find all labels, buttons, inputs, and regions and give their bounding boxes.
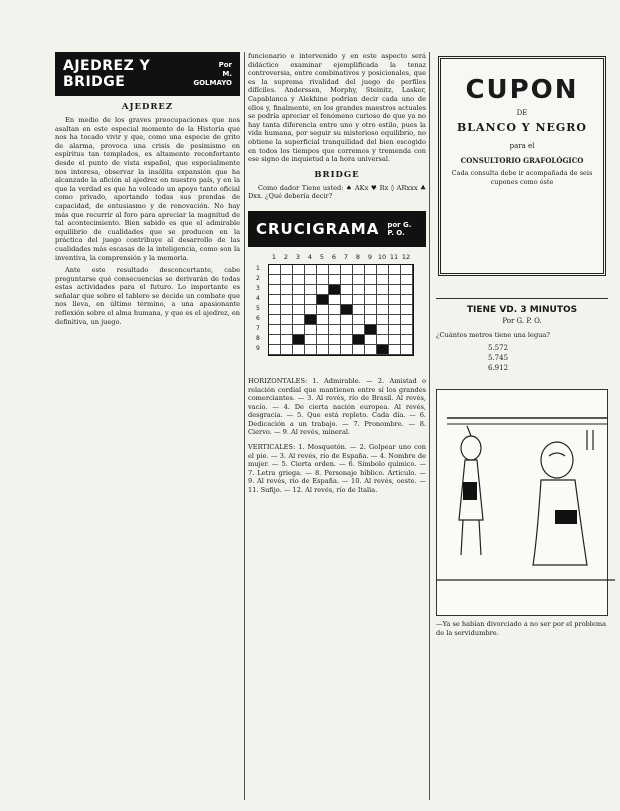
crossword-cell bbox=[281, 325, 293, 335]
crossword-banner bbox=[248, 211, 426, 247]
cartoon-caption: —Ya se habían divorciado a no ser por el problema de la servidumbre. bbox=[436, 620, 606, 637]
crossword-cell bbox=[281, 295, 293, 305]
crossword-puzzle bbox=[256, 253, 426, 373]
crossword-column-number: 4 bbox=[307, 252, 313, 261]
crossword-cell bbox=[401, 325, 413, 335]
crossword-cell bbox=[365, 295, 377, 305]
crossword-cell bbox=[293, 315, 305, 325]
crossword-cell bbox=[401, 335, 413, 345]
cartoon-illustration bbox=[436, 389, 608, 616]
chess-bridge-banner bbox=[55, 52, 240, 96]
crossword-cell bbox=[353, 315, 365, 325]
crossword-column-number: 8 bbox=[355, 252, 361, 261]
quiz-question: ¿Cuántos metros tiene una legua? bbox=[436, 331, 550, 339]
crossword-cell bbox=[293, 285, 305, 295]
chess-column bbox=[55, 52, 240, 326]
crossword-column-number: 9 bbox=[367, 252, 373, 261]
crossword-black-square bbox=[341, 305, 353, 315]
crossword-cell bbox=[401, 265, 413, 275]
quiz-option: 6.912 bbox=[488, 364, 509, 372]
crossword-cell bbox=[353, 345, 365, 355]
crossword-cell bbox=[389, 325, 401, 335]
crossword-cell bbox=[377, 285, 389, 295]
crossword-cell bbox=[269, 305, 281, 315]
coupon-note: Cada consulta debe ir acompañada de seis cupones como éste bbox=[451, 169, 593, 186]
crossword-cell bbox=[353, 305, 365, 315]
crossword-cell bbox=[329, 325, 341, 335]
crossword-cell bbox=[305, 335, 317, 345]
crossword-row-number: 6 bbox=[256, 314, 260, 322]
crossword-vertical-clues: VERTICALES: 1. Mosquetón. — 2. Golpear uno con el pie. — 3. Al revés, río de España. — 4. Nombre de mujer. — 5. Cierta orden. — 6. Símbolo químico. — 7. Letra griega. — 8. Personaje bíblico. Artículo. — 9. Al revés, río de España. — 10. Al revés, oeste. — 11. Sufijo. — 12. Al revés, río de Italia. bbox=[248, 443, 426, 495]
crossword-cell bbox=[305, 275, 317, 285]
crossword-column-number: 3 bbox=[295, 252, 301, 261]
crossword-cell bbox=[401, 315, 413, 325]
crossword-cell bbox=[293, 295, 305, 305]
chess-article-paragraph: Ante este resultado desconcertante, cabe preguntarse qué consecuencias se derivarán de todas estas actividades para el futuro. Lo importante es señalar que sobre el tablero se decide un combate que nos lleva, en último término, a una apasionante reflexión sobre el alma humana, y que es el ajedrez, en definitiva, un juego. bbox=[55, 266, 240, 326]
crossword-cell bbox=[365, 305, 377, 315]
crossword-cell bbox=[341, 275, 353, 285]
crossword-grid bbox=[268, 264, 414, 356]
crossword-cell bbox=[269, 345, 281, 355]
right-column bbox=[432, 52, 612, 637]
crossword-cell bbox=[377, 295, 389, 305]
crossword-cell bbox=[269, 325, 281, 335]
crossword-column-numbers bbox=[268, 253, 426, 261]
crossword-cell bbox=[341, 295, 353, 305]
crossword-cell bbox=[353, 295, 365, 305]
crossword-row-number: 7 bbox=[256, 324, 260, 332]
crossword-cell bbox=[389, 345, 401, 355]
crossword-horizontal-clues: HORIZONTALES: 1. Admirable. — 2. Amistad o relación cordial que mantienen entre sí los grandes comerciantes. — 3. Al revés, río de Brasil. Al revés, vacío. — 4. De cierta nación europea. Al revés, desgracia. — 5. Que está repleto. Cada día. — 6. Dedicación a un trabajo. — 7. Pronombre. — 8. Ciervo. — 9. Al revés, mineral. bbox=[248, 376, 426, 437]
crossword-cell bbox=[389, 285, 401, 295]
crossword-cell bbox=[353, 275, 365, 285]
crossword-cell bbox=[329, 345, 341, 355]
crossword-cell bbox=[353, 285, 365, 295]
crossword-cell bbox=[281, 345, 293, 355]
crossword-column-number: 12 bbox=[401, 252, 411, 261]
crossword-cell bbox=[353, 265, 365, 275]
crossword-cell bbox=[389, 305, 401, 315]
crossword-black-square bbox=[353, 335, 365, 345]
crossword-cell bbox=[401, 295, 413, 305]
crossword-cell bbox=[329, 335, 341, 345]
crossword-column-number: 6 bbox=[331, 252, 337, 261]
crossword-cell bbox=[365, 345, 377, 355]
crossword-cell bbox=[377, 315, 389, 325]
crossword-cell bbox=[269, 295, 281, 305]
crossword-cell bbox=[293, 265, 305, 275]
quiz-option: 5.745 bbox=[488, 354, 509, 362]
crossword-cell bbox=[401, 345, 413, 355]
crossword-cell bbox=[317, 275, 329, 285]
crossword-cell bbox=[317, 325, 329, 335]
crossword-black-square bbox=[305, 315, 317, 325]
crossword-cell bbox=[389, 315, 401, 325]
crossword-cell bbox=[341, 335, 353, 345]
chess-article-continuation: funcionario e intervenido y en este aspecto será didáctico examinar ejemplificada la tenaz controversia, entre combinativos y posicionales, que es la suprema rivalidad del juego de perfiles difíciles. Anderssen, Morphy, Steinitz, Lasker, Capablanca y Alekhine podrían decir cada uno de ellos y, finalmente, en los grandes maestros actuales se podría apreciar el fenómeno curioso de que ya no hay tanta diferencia entre uno y otro estilo, pues la vida humana, por seguir su misterioso equilibrio, no obtiene la superficial tranquilidad del bien escogido en todos los tiempos que corremos y tremenda con ese signo de inquietud a la hora universal. bbox=[248, 52, 426, 164]
crossword-cell bbox=[389, 265, 401, 275]
banner-author: Por M. GOLMAYO bbox=[193, 60, 232, 87]
coupon-title: CUPON bbox=[465, 75, 579, 105]
crossword-cell bbox=[317, 265, 329, 275]
crossword-cell bbox=[269, 335, 281, 345]
crossword-cell bbox=[317, 305, 329, 315]
crossword-column-number: 2 bbox=[283, 252, 289, 261]
crossword-cell bbox=[401, 305, 413, 315]
crossword-row-numbers bbox=[256, 264, 260, 354]
chess-section-title: AJEDREZ bbox=[121, 102, 174, 112]
crossword-cell bbox=[365, 275, 377, 285]
crossword-title: CRUCIGRAMA bbox=[256, 219, 380, 238]
crossword-cell bbox=[377, 305, 389, 315]
crossword-cell bbox=[269, 265, 281, 275]
middle-column bbox=[248, 52, 426, 495]
crossword-cell bbox=[281, 275, 293, 285]
crossword-cell bbox=[293, 275, 305, 285]
crossword-cell bbox=[401, 285, 413, 295]
crossword-cell bbox=[341, 325, 353, 335]
banner-title: AJEDREZ Y BRIDGE bbox=[63, 58, 151, 90]
quiz-option: 5.572 bbox=[488, 344, 509, 352]
crossword-cell bbox=[305, 325, 317, 335]
crossword-cell bbox=[377, 335, 389, 345]
crossword-cell bbox=[293, 325, 305, 335]
crossword-cell bbox=[365, 335, 377, 345]
crossword-black-square bbox=[365, 325, 377, 335]
crossword-cell bbox=[389, 295, 401, 305]
coupon-para: para el bbox=[509, 142, 535, 150]
crossword-black-square bbox=[377, 345, 389, 355]
crossword-cell bbox=[305, 265, 317, 275]
crossword-column-number: 7 bbox=[343, 252, 349, 261]
crossword-cell bbox=[341, 345, 353, 355]
column-divider bbox=[429, 52, 430, 800]
crossword-row-number: 8 bbox=[256, 334, 260, 342]
coupon-publication: BLANCO Y NEGRO bbox=[456, 121, 588, 134]
crossword-cell bbox=[329, 295, 341, 305]
crossword-cell bbox=[341, 265, 353, 275]
three-minutes-quiz bbox=[436, 298, 608, 373]
crossword-column-number: 5 bbox=[319, 252, 325, 261]
crossword-cell bbox=[317, 335, 329, 345]
bridge-problem: Como dador Tiene usted: ♠ AKx ♥ Rx ◊ ARxxx ♣ Dxx. ¿Qué debería decir? bbox=[248, 183, 426, 201]
crossword-cell bbox=[269, 285, 281, 295]
coupon-de: DE bbox=[516, 109, 528, 117]
crossword-cell bbox=[341, 315, 353, 325]
crossword-cell bbox=[317, 345, 329, 355]
crossword-cell bbox=[281, 305, 293, 315]
column-divider bbox=[244, 52, 245, 800]
crossword-cell bbox=[365, 285, 377, 295]
quiz-author: Por G. P. O. bbox=[502, 317, 542, 325]
crossword-cell bbox=[389, 275, 401, 285]
crossword-cell bbox=[317, 315, 329, 325]
crossword-black-square bbox=[293, 335, 305, 345]
crossword-cell bbox=[377, 325, 389, 335]
crossword-cell bbox=[317, 285, 329, 295]
crossword-row-number: 3 bbox=[256, 284, 260, 292]
crossword-cell bbox=[305, 285, 317, 295]
crossword-row-number: 1 bbox=[256, 264, 260, 272]
crossword-cell bbox=[305, 345, 317, 355]
crossword-cell bbox=[269, 315, 281, 325]
crossword-cell bbox=[341, 285, 353, 295]
crossword-cell bbox=[377, 265, 389, 275]
crossword-cell bbox=[305, 295, 317, 305]
crossword-cell bbox=[329, 265, 341, 275]
coupon-service: CONSULTORIO GRAFOLÓGICO bbox=[460, 156, 584, 165]
crossword-column-number: 11 bbox=[389, 252, 399, 261]
crossword-black-square bbox=[317, 295, 329, 305]
crossword-cell bbox=[329, 305, 341, 315]
quiz-options bbox=[488, 343, 608, 373]
crossword-black-square bbox=[329, 285, 341, 295]
crossword-row-number: 4 bbox=[256, 294, 260, 302]
crossword-cell bbox=[305, 305, 317, 315]
coupon-box bbox=[438, 56, 606, 276]
cartoon-drawing bbox=[437, 390, 615, 613]
crossword-cell bbox=[293, 345, 305, 355]
chess-article-paragraph: En medio de los graves preocupaciones que nos asaltan en este especial momento de la Historia que nos ha tocado vivir y que, como una especie de grito de alarma, provoca una crisis de pesimismo en espíritus tan templados, es altamente reconfortante desde el punto de vista español, que especialmente nos interesa, observar la insólita expansión que ha alcanzado la afición al ajedrez en nuestro país, y en la que la verdad es que ha volcado un apoyo tanto oficial como privado, aportando todas sus prendas de capacidad, de entusiasmo y de renovación. No hay más que recurrir al foro para apreciar la magnitud de tal acontecimiento. Bien sabido es que el admirable equilibrio de cualidades que se producen en la práctica del juego contribuye al desarrollo de las cualidades más escasas de la inteligencia, como son la inventiva, la comprensión y la memoria. bbox=[55, 116, 240, 262]
crossword-cell bbox=[365, 265, 377, 275]
crossword-column-number: 1 bbox=[271, 252, 277, 261]
crossword-row-number: 9 bbox=[256, 344, 260, 352]
crossword-row-number: 2 bbox=[256, 274, 260, 282]
crossword-cell bbox=[293, 305, 305, 315]
crossword-cell bbox=[281, 315, 293, 325]
crossword-cell bbox=[353, 325, 365, 335]
crossword-cell bbox=[377, 275, 389, 285]
crossword-row-number: 5 bbox=[256, 304, 260, 312]
crossword-cell bbox=[329, 315, 341, 325]
crossword-cell bbox=[389, 335, 401, 345]
crossword-cell bbox=[281, 265, 293, 275]
crossword-column-number: 10 bbox=[377, 252, 387, 261]
crossword-cell bbox=[329, 275, 341, 285]
crossword-cell bbox=[269, 275, 281, 285]
crossword-cell bbox=[401, 275, 413, 285]
crossword-cell bbox=[281, 335, 293, 345]
crossword-author: por G. P. O. bbox=[387, 220, 412, 237]
crossword-cell bbox=[365, 315, 377, 325]
crossword-cell bbox=[281, 285, 293, 295]
quiz-title: TIENE VD. 3 MINUTOS bbox=[466, 305, 578, 315]
bridge-section-title: BRIDGE bbox=[314, 169, 360, 180]
